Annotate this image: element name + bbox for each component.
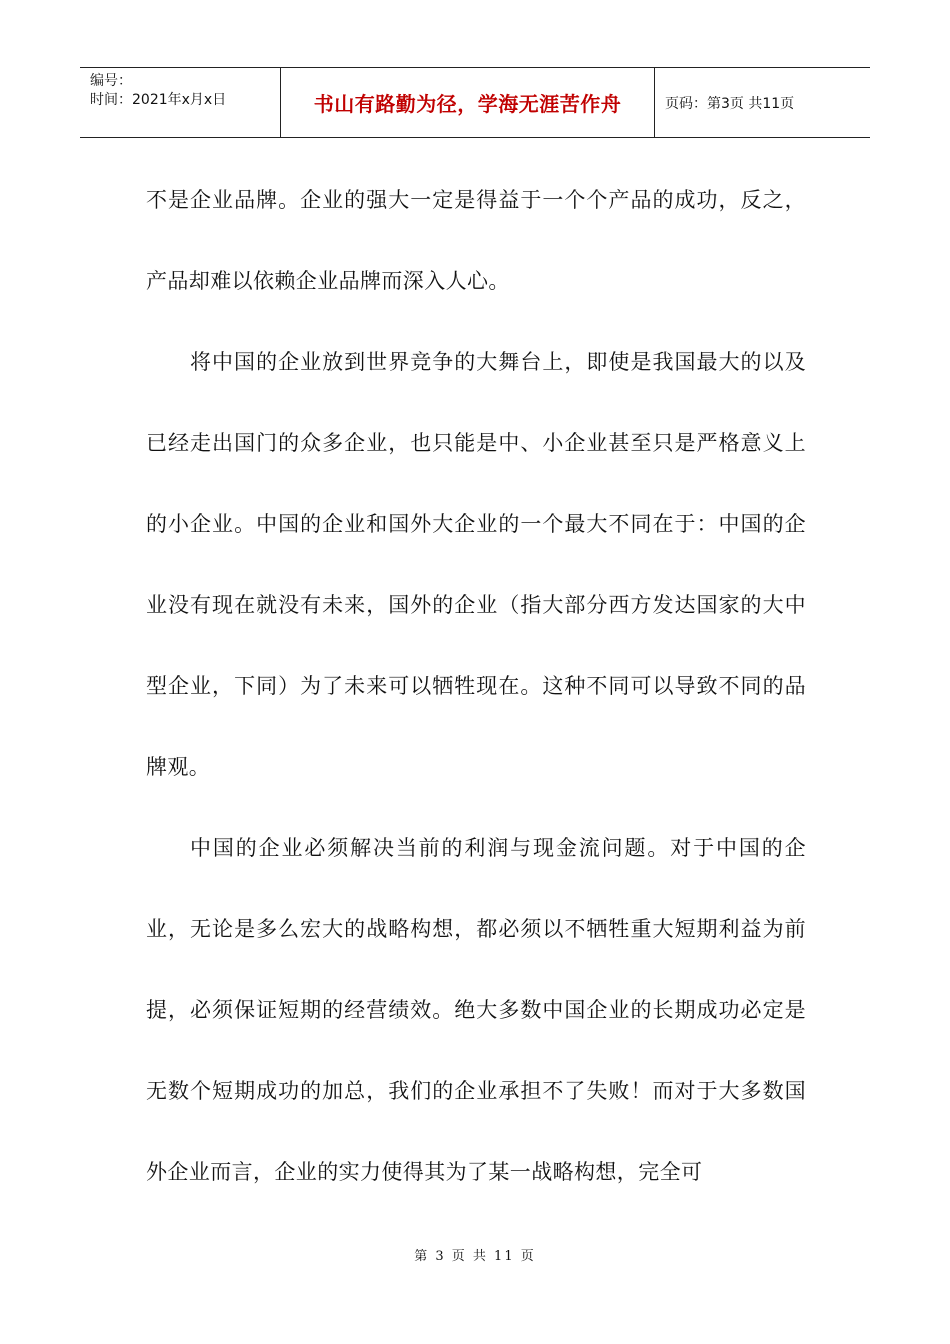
document-body: [146, 160, 806, 1213]
paragraph: 将中国的企业放到世界竞争的大舞台上，即使是我国最大的以及已经走出国门的众多企业，也只能是中、小企业甚至只是严格意义上的小企业。中国的企业和国外大企业的一个最大不同在于：中国的企业没有现在就没有未来，国外的企业（指大部分西方发达国家的大中型企业，下同）为了未来可以牺牲现在。这种不同可以导致不同的品牌观。: [146, 350, 806, 779]
header-page-cell: [655, 68, 870, 137]
document-header: [80, 67, 870, 138]
time-label: 时间：2021年x月x日: [90, 92, 227, 108]
header-meta-cell: [80, 68, 281, 137]
footer-page-number: 第 3 页 共 11 页: [414, 1249, 536, 1264]
paragraph: 不是企业品牌。企业的强大一定是得益于一个个产品的成功，反之，产品却难以依赖企业品牌而深入人心。: [146, 188, 806, 293]
number-label: 编号：: [90, 73, 132, 89]
header-motto-cell: [281, 68, 655, 137]
header-motto: 书山有路勤为径，学海无涯苦作舟: [313, 92, 622, 116]
header-page-info: 页码：第3页 共11页: [665, 95, 795, 112]
page-footer: [0, 1245, 950, 1264]
paragraph: 中国的企业必须解决当前的利润与现金流问题。对于中国的企业，无论是多么宏大的战略构想，都必须以不牺牲重大短期利益为前提，必须保证短期的经营绩效。绝大多数中国企业的长期成功必定是无数个短期成功的加总，我们的企业承担不了失败！而对于大多数国外企业而言，企业的实力使得其为了某一战略构想，完全可: [146, 836, 806, 1184]
